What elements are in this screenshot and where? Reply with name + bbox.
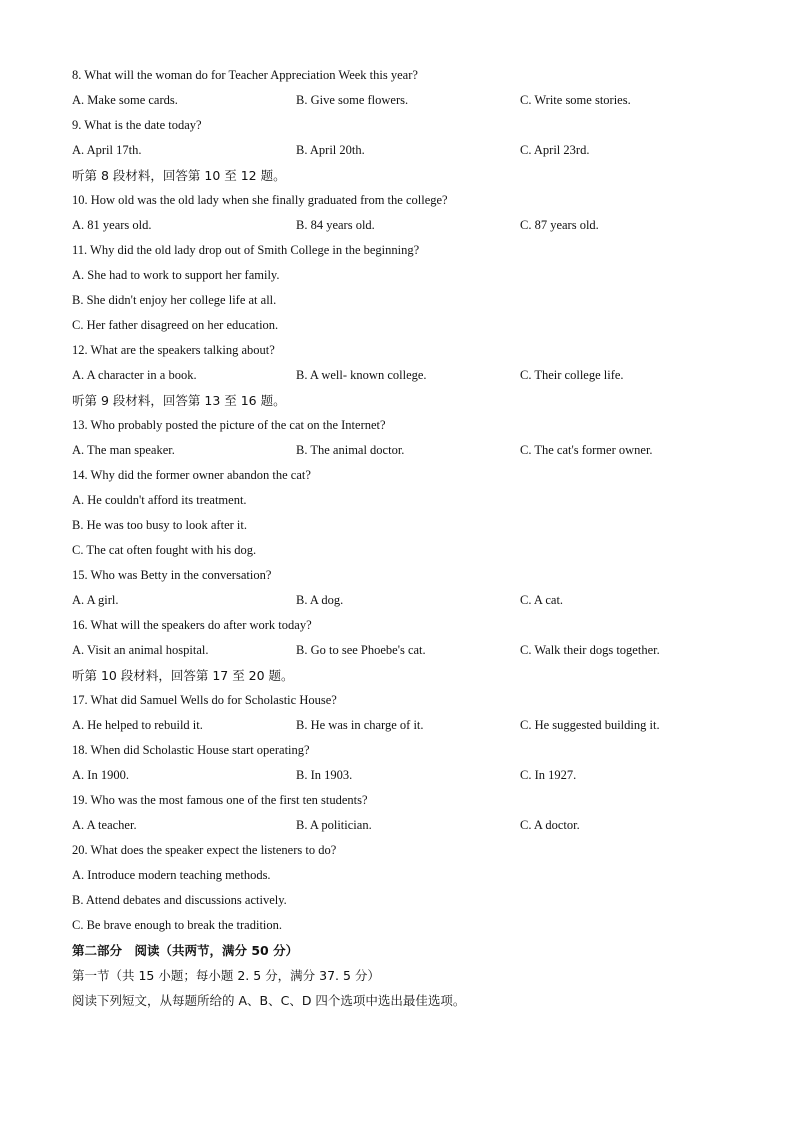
options-9 [72, 138, 732, 163]
option-c: C. Write some stories. [520, 93, 631, 107]
question-15: 15. Who was Betty in the conversation? [72, 568, 272, 582]
options-13 [72, 438, 732, 463]
option-c: C. The cat's former owner. [520, 443, 653, 457]
option-c: C. In 1927. [520, 768, 577, 782]
option-c: C. He suggested building it. [520, 718, 660, 732]
question-17: 17. What did Samuel Wells do for Scholastic House? [72, 693, 337, 707]
option-c: C. A doctor. [520, 818, 580, 832]
option-c: C. 87 years old. [520, 218, 599, 232]
option-b: B. April 20th. [296, 143, 365, 157]
option-a: A. April 17th. [72, 143, 142, 157]
option-b: B. The animal doctor. [296, 443, 405, 457]
section-instruction-8: 听第 8 段材料，回答第 10 至 12 题。 [72, 168, 286, 183]
option-20-b: B. Attend debates and discussions actively. [72, 893, 287, 907]
option-20-c: C. Be brave enough to break the tradition. [72, 918, 283, 932]
option-20-a: A. Introduce modern teaching methods. [72, 868, 271, 882]
option-11-c: C. Her father disagreed on her education. [72, 318, 279, 332]
question-16: 16. What will the speakers do after work today? [72, 618, 312, 632]
options-17 [72, 713, 732, 738]
option-a: A. Make some cards. [72, 93, 178, 107]
option-14-a: A. He couldn't afford its treatment. [72, 493, 247, 507]
option-a: A. A character in a book. [72, 368, 197, 382]
part-two-heading: 第二部分 阅读（共两节，满分 50 分） [72, 943, 299, 958]
options-10 [72, 213, 732, 238]
options-12 [72, 363, 732, 388]
option-c: C. Their college life. [520, 368, 624, 382]
options-18 [72, 763, 732, 788]
option-a: A. In 1900. [72, 768, 129, 782]
options-19 [72, 813, 732, 838]
option-b: B. A politician. [296, 818, 372, 832]
question-11: 11. Why did the old lady drop out of Smith College in the beginning? [72, 243, 420, 257]
option-b: B. 84 years old. [296, 218, 375, 232]
question-18: 18. When did Scholastic House start operating? [72, 743, 310, 757]
option-11-a: A. She had to work to support her family. [72, 268, 280, 282]
section-instruction-10: 听第 10 段材料，回答第 17 至 20 题。 [72, 668, 294, 683]
option-a: A. The man speaker. [72, 443, 175, 457]
reading-instruction: 阅读下列短文，从每题所给的 A、B、C、D 四个选项中选出最佳选项。 [72, 993, 466, 1008]
option-b: B. He was in charge of it. [296, 718, 424, 732]
question-10: 10. How old was the old lady when she finally graduated from the college? [72, 193, 448, 207]
option-a: A. He helped to rebuild it. [72, 718, 203, 732]
option-a: A. A girl. [72, 593, 119, 607]
options-8 [72, 88, 732, 113]
options-16 [72, 638, 732, 663]
option-14-c: C. The cat often fought with his dog. [72, 543, 257, 557]
option-a: A. A teacher. [72, 818, 137, 832]
option-a: A. 81 years old. [72, 218, 152, 232]
question-13: 13. Who probably posted the picture of the cat on the Internet? [72, 418, 386, 432]
section-one-heading: 第一节（共 15 小题；每小题 2. 5 分，满分 37. 5 分） [72, 968, 380, 983]
question-12: 12. What are the speakers talking about? [72, 343, 275, 357]
option-a: A. Visit an animal hospital. [72, 643, 209, 657]
option-c: C. A cat. [520, 593, 564, 607]
option-11-b: B. She didn't enjoy her college life at all. [72, 293, 277, 307]
options-15 [72, 588, 732, 613]
option-c: C. Walk their dogs together. [520, 643, 660, 657]
exam-page [72, 63, 732, 1013]
question-20: 20. What does the speaker expect the listeners to do? [72, 843, 337, 857]
question-14: 14. Why did the former owner abandon the cat? [72, 468, 311, 482]
option-b: B. Give some flowers. [296, 93, 409, 107]
option-b: B. In 1903. [296, 768, 353, 782]
question-8: 8. What will the woman do for Teacher Appreciation Week this year? [72, 68, 418, 82]
option-14-b: B. He was too busy to look after it. [72, 518, 247, 532]
question-19: 19. Who was the most famous one of the first ten students? [72, 793, 368, 807]
option-c: C. April 23rd. [520, 143, 590, 157]
option-b: B. Go to see Phoebe's cat. [296, 643, 426, 657]
option-b: B. A dog. [296, 593, 344, 607]
option-b: B. A well- known college. [296, 368, 427, 382]
section-instruction-9: 听第 9 段材料，回答第 13 至 16 题。 [72, 393, 286, 408]
question-9: 9. What is the date today? [72, 118, 202, 132]
